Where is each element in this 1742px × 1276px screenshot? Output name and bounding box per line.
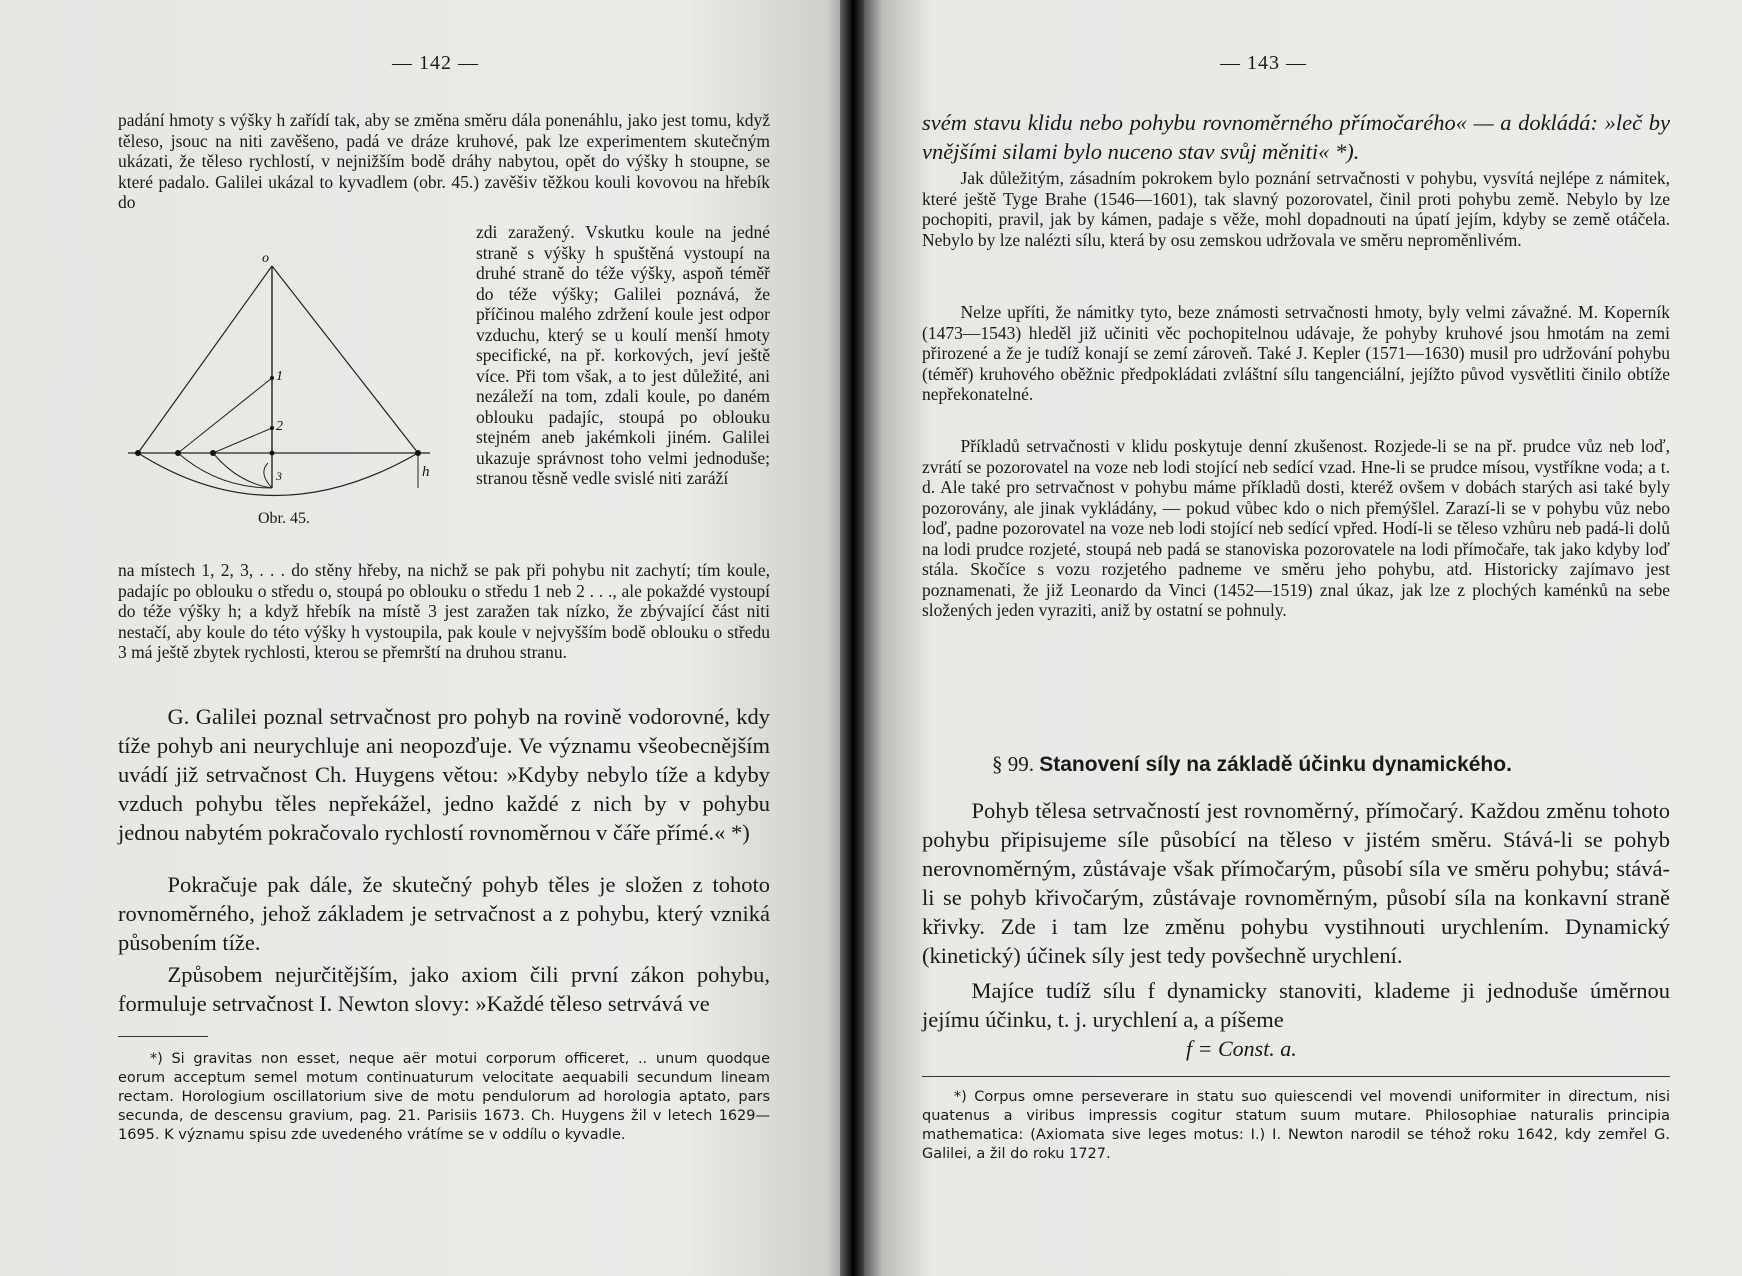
paragraph: svém stavu klidu nebo pohybu rovnoměrného přímočarého« — a dokládá: »leč by vnějšími silami bylo nuceno stav svůj měniti« *). xyxy=(922,110,1670,164)
left-page xyxy=(0,0,852,1276)
figure-label-2: 2 xyxy=(276,419,283,434)
section-number: § 99. xyxy=(992,752,1034,776)
paragraph-side: zdi zaražený. Vskutku koule na jedné straně s výšky h spuštěná vystoupí na druhé straně do téže výšky, aspoň téměř do téže výšky; Galilei poznává, že příčinou malého zdržení koule jest odpor vzduchu, který se u koulí menší hmoty specifické, na př. korkových, jeví ještě více. Při tom však, a to jest důležité, ani nezáleží na tom, zdali koule, po daném oblouku padajíc, stoupá po oblouku stejném aneb jakémkoli jiném. Galilei ukazuje správnost toho velmi jednoduše; stranou těsně vedle svislé niti zaráží xyxy=(476,222,770,488)
paragraph: padání hmoty s výšky h zařídí tak, aby se změna směru dála ponenáhlu, jako jest tomu, když těleso, jsouc na niti zavěšeno, padá ve dráze kruhové, pak lze experimentem skutečným ukázati, že těleso rychlostí, v nejnižším bodě dráhy nabytou, opět do výšky h stoupne, se které padalo. Galilei ukázal to kyvadlem (obr. 45.) zavěšiv těžkou kouli kovovou na hřebík do xyxy=(118,110,770,212)
figure-label-o: o xyxy=(262,251,269,266)
footnote-rule xyxy=(118,1036,208,1037)
paragraph: Majíce tudíž sílu f dynamicky stanoviti, klademe ji jednoduše úměrnou jejímu účinku, t. j. urychlení a, a píšeme xyxy=(922,978,1670,1032)
page-number: — 142 — xyxy=(392,52,479,74)
section-heading xyxy=(992,752,1512,777)
paragraph: Pokračuje pak dále, že skutečný pohyb těles je složen z tohoto rovnoměrného, jehož základem je setrvačnost a z pohybu, který vzniká působením tíže. xyxy=(118,872,770,955)
pendulum-figure xyxy=(118,248,458,528)
formula: f = Const. a. xyxy=(1186,1036,1297,1061)
paragraph: Způsobem nejurčitějším, jako axiom čili první zákon pohybu, formuluje setrvačnost I. Newton slovy: »Každé těleso setrvává ve xyxy=(118,962,770,1016)
section-title: Stanovení síly na základě účinku dynamického. xyxy=(1039,753,1512,776)
page-number: — 143 — xyxy=(1220,52,1307,74)
figure-caption: Obr. 45. xyxy=(258,510,310,527)
paragraph: Příkladů setrvačnosti v klidu poskytuje denní zkušenost. Rozjede-li se na př. prudce vůz neb loď, zvrátí se pozorovatel na voze neb lodi stojící neb sedící vzad. Hne-li se prudce mísou, vystříkne voda; a t. d. Ale také pro setrvačnost v pohybu máme příkladů dosti, kteréž ovšem v dobách starých asi také byly pozorovány, ale jinak vykládány, — pokud vůbec kdo o nich přemýšlel. Zarazí-li se v pohybu vůz nebo loď, padne pozorovatel na voze neb lodi stojící neb sedící vpřed. Hodí-li se těleso vzhůru neb padá-li dolů na lodi prudce rozjeté, stoupá neb padá se stanoviska pozorovatele na lodi přímočaře, tak jako kdyby loď stála. Skočíce s vozu rozjetého padneme ve směru jeho pohybu, atd. Historicky zajímavo jest poznamenati, že již Leonardo da Vinci (1452—1519) znal úkaz, jak lze z plochých kaménků na sebe složených jeden vyraziti, aniž by ostatní se pohnuly. xyxy=(922,436,1670,620)
footnote: *) Si gravitas non esset, neque aër motui corporum officeret, .. unum quodque eorum acceptum semel motum continuaturum velocitate aequabili secundum lineam rectam. Horologium oscillatorium sive de motu pendulorum ad horologia aptato, pars secunda, de descensu gravium, pag. 21. Parisiis 1673. Ch. Huygens žil v letech 1629—1695. K významu spisu zde uvedeného vrátíme se v oddílu o kyvadle. xyxy=(118,1051,770,1143)
figure-label-1: 1 xyxy=(276,369,283,384)
paragraph: G. Galilei poznal setrvačnost pro pohyb na rovině vodorovné, kdy tíže pohyb ani neurychluje ani neopozďuje. Ve významu všeobecnějším uvádí již setrvačnost Ch. Huygens větou: »Kdyby nebylo tíže a kdyby vzduch pohybu těles nepřekážel, jedno každé z nich by v pohybu jednou nabytém pokračovalo rychlostí rovnoměrnou v čáře přímé.« *) xyxy=(118,704,770,845)
right-page xyxy=(852,0,1742,1276)
paragraph: Pohyb tělesa setrvačností jest rovnoměrný, přímočarý. Každou změnu tohoto pohybu připisujeme síle působící na těleso v jistém směru. Stává-li se pohyb nerovnoměrným, zůstávaje však přímočarým, působí síla ve směru pohybu; stává-li se pohyb křivočarým, zůstávaje rovnoměrným, působí síla na konkavní straně křivky. Zde i tam lze změnu pohybu vystihnouti urychlením. Dynamický (kinetický) účinek síly jest tedy povšechně urychlení. xyxy=(922,798,1670,968)
paragraph: na místech 1, 2, 3, . . . do stěny hřeby, na nichž se pak při pohybu nit zachytí; tím koule, padajíc po oblouku o středu o, stoupá po oblouku o středu 1 neb 2 . . ., ale pokaždé vystoupí do téže výšky h; a když hřebík na místě 3 jest zaražen tak nízko, že zbývající část niti nestačí, aby koule do této výšky h vystoupila, pak koule v nejvyšším bodě oblouku o středu 3 má ještě zbytek rychlosti, kterou se přemrští na druhou stranu. xyxy=(118,560,770,662)
paragraph: Nelze upříti, že námitky tyto, beze známosti setrvačnosti hmoty, byly velmi závažné. M. Koperník (1473—1543) hleděl již učiniti věc pochopitelnou udávaje, že pohyby kruhové jsou hmotám na zemi přirozené a že je tudíž konají se zemí zároveň. Také J. Kepler (1571—1630) musil pro udržování pohybu (téměř) kruhového oběžnic předpokládati zvláštní sílu tangenciální, jejížto původ vysvětliti činilo obtíže nepřekonatelné. xyxy=(922,302,1670,404)
paragraph: Jak důležitým, zásadním pokrokem bylo poznání setrvačnosti v pohybu, vysvítá nejlépe z námitek, které ještě Tyge Brahe (1546—1601), tak slavný pozorovatel, činil proti pohybu země. Nebylo by lze pochopiti, pravil, jak by kámen, padaje s věže, mohl dopadnouti na úpatí jejím, kdyby se země otáčela. Nebylo by lze nalézti sílu, která by osu zemskou udržovala ve směru neproměnlivém. xyxy=(922,168,1670,250)
figure-label-3: 3 xyxy=(276,469,282,483)
book-spine xyxy=(840,0,864,1276)
footnote: *) Corpus omne perseverare in statu suo quiescendi vel movendi uniformiter in directum, nisi quatenus a viribus impressis cogitur statum suum mutare. Philosophiae naturalis principia mathematica: (Axiomata sive leges motus: I.) I. Newton narodil se téhož roku 1642, kdy zemřel G. Galilei, a žil do roku 1727. xyxy=(922,1089,1670,1162)
footnote-rule xyxy=(922,1076,1670,1077)
figure-label-h: h xyxy=(422,464,430,480)
